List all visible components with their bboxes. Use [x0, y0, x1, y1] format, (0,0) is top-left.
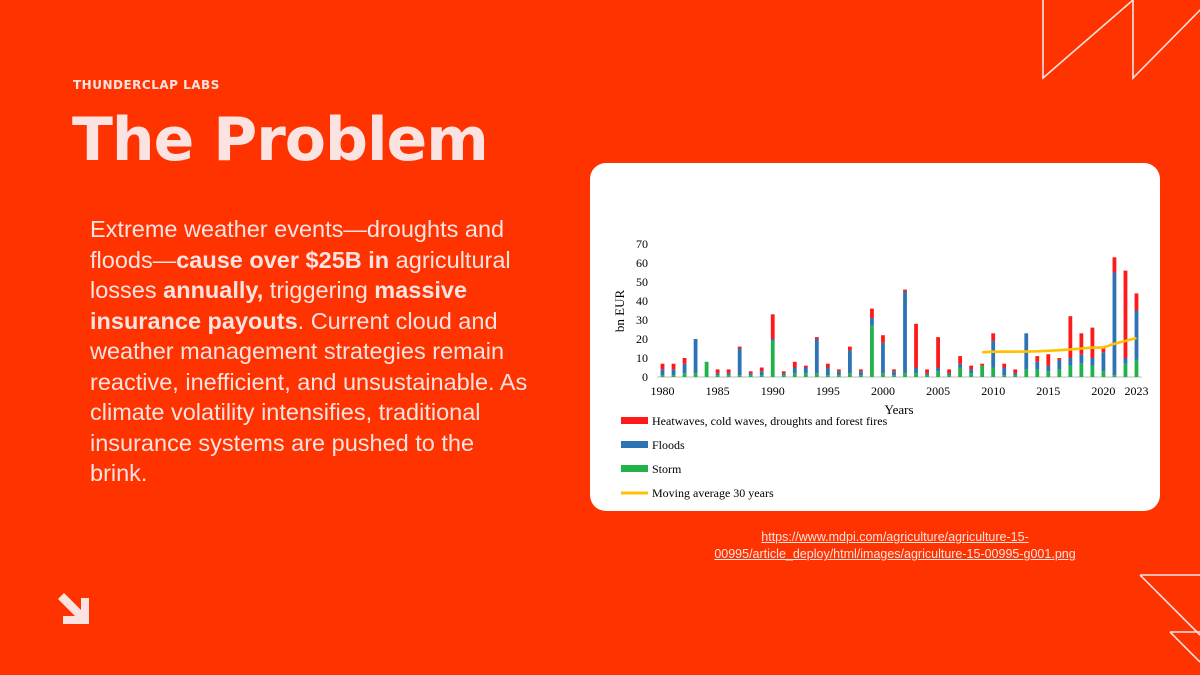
corner-lines-bottom-right — [1110, 565, 1200, 675]
y-tick-label: 20 — [636, 332, 648, 346]
bar-segment — [925, 375, 929, 377]
x-tick-label: 2023 — [1124, 384, 1149, 398]
bar-segment — [782, 371, 786, 373]
bar-segment — [859, 369, 863, 371]
bar-segment — [826, 375, 830, 377]
bar-segment — [1135, 360, 1139, 377]
bar-segment — [1057, 358, 1061, 360]
bar-segment — [881, 373, 885, 377]
bar-segment — [815, 339, 819, 373]
bar-segment — [1046, 371, 1050, 377]
bar-segment — [1046, 354, 1050, 365]
bar-segment — [903, 292, 907, 374]
x-axis-label: Years — [884, 402, 914, 417]
bar-segment — [903, 373, 907, 377]
bar-segment — [672, 364, 676, 370]
bar-segment — [903, 290, 907, 292]
bar-segment — [1090, 366, 1094, 377]
bar-segment — [1124, 364, 1128, 377]
bar-segment — [958, 356, 962, 364]
bar-segment — [727, 375, 731, 377]
bar-segment — [716, 369, 720, 373]
bar-segment — [837, 375, 841, 377]
bar-segment — [870, 309, 874, 319]
bar-segment — [661, 369, 665, 375]
statement-bold-3: massive insurance payouts — [90, 277, 468, 334]
bar-segment — [980, 364, 984, 366]
bar-segment — [1113, 273, 1117, 376]
bar-segment — [848, 373, 852, 377]
bar-segment — [1113, 257, 1117, 272]
bar-segment — [936, 337, 940, 367]
bar-segment — [892, 369, 896, 371]
bar-segment — [683, 373, 687, 377]
bar-segment — [1124, 358, 1128, 364]
bar-segment — [1135, 293, 1139, 310]
chart-card — [590, 163, 1160, 511]
bar-segment — [672, 375, 676, 377]
bar-segment — [793, 368, 797, 374]
losses-chart — [590, 163, 1160, 511]
bar-segment — [980, 366, 984, 377]
bar-segment — [1002, 375, 1006, 377]
bar-segment — [991, 368, 995, 378]
bar-segment — [804, 368, 808, 374]
bar-segment — [925, 373, 929, 375]
bar-segment — [1102, 352, 1106, 371]
arrow-down-right-icon — [58, 593, 90, 625]
bar-segment — [771, 339, 775, 341]
bar-segment — [1046, 366, 1050, 372]
bar-segment — [760, 371, 764, 375]
problem-statement — [90, 214, 530, 489]
x-tick-label: 2020 — [1091, 384, 1116, 398]
bar-segment — [892, 371, 896, 375]
bar-segment — [705, 362, 709, 377]
y-tick-label: 10 — [636, 351, 648, 365]
bar-segment — [1079, 333, 1083, 354]
bar-segment — [793, 362, 797, 368]
bar-segment — [1013, 369, 1017, 373]
bar-segment — [914, 368, 918, 374]
bar-segment — [969, 373, 973, 377]
bar-segment — [826, 368, 830, 376]
page-title: The Problem — [72, 105, 488, 175]
bar-segment — [760, 368, 764, 372]
bar-segment — [1002, 368, 1006, 376]
corner-lines-top-right — [1030, 0, 1200, 100]
bar-segment — [804, 366, 808, 368]
bar-segment — [793, 373, 797, 377]
bar-segment — [716, 373, 720, 375]
bar-segment — [914, 373, 918, 377]
y-tick-label: 30 — [636, 313, 648, 327]
bar-segment — [870, 326, 874, 377]
x-tick-label: 2015 — [1036, 384, 1061, 398]
bar-segment — [804, 373, 808, 377]
bar-segment — [738, 349, 742, 376]
bar-segment — [1024, 369, 1028, 377]
bar-segment — [958, 364, 962, 368]
x-tick-label: 1980 — [650, 384, 675, 398]
bar-segment — [1068, 316, 1072, 358]
bar-segment — [1035, 356, 1039, 362]
bar-segment — [826, 364, 830, 368]
statement-text-2: agricultural losses — [90, 246, 511, 303]
bar-segment — [1113, 375, 1117, 377]
bar-segment — [1135, 311, 1139, 360]
bar-segment — [969, 369, 973, 373]
bar-segment — [1068, 358, 1072, 366]
bar-segment — [859, 371, 863, 375]
bar-segment — [661, 364, 665, 370]
bar-segment — [1068, 366, 1072, 377]
y-tick-label: 60 — [636, 256, 648, 270]
x-tick-label: 2010 — [981, 384, 1006, 398]
bar-segment — [947, 369, 951, 373]
bar-segment — [892, 375, 896, 377]
legend-label: Floods — [652, 438, 685, 452]
bar-segment — [991, 341, 995, 368]
bar-segment — [1057, 369, 1061, 377]
y-tick-label: 70 — [636, 237, 648, 251]
legend-swatch — [621, 441, 648, 448]
bar-segment — [1090, 328, 1094, 358]
bar-segment — [881, 343, 885, 373]
bar-segment — [694, 339, 698, 373]
bar-segment — [1079, 354, 1083, 364]
source-link[interactable]: https://www.mdpi.com/agriculture/agriculture-15-00995/article_deploy/html/images/agriculture-15-00995-g001.png — [714, 530, 1076, 561]
y-tick-label: 50 — [636, 275, 648, 289]
bar-segment — [683, 364, 687, 374]
bar-segment — [815, 337, 819, 339]
bar-segment — [859, 375, 863, 377]
legend-swatch — [621, 465, 648, 472]
statement-bold-1: cause over $25B in — [176, 246, 390, 273]
bar-segment — [1013, 373, 1017, 375]
bar-segment — [749, 373, 753, 375]
bar-segment — [925, 369, 929, 373]
bar-segment — [870, 318, 874, 326]
bar-segment — [760, 375, 764, 377]
bar-segment — [1090, 358, 1094, 366]
bar-segment — [771, 341, 775, 377]
bar-segment — [1035, 362, 1039, 370]
bar-segment — [969, 366, 973, 370]
x-tick-label: 1995 — [815, 384, 840, 398]
bar-segment — [749, 371, 753, 373]
statement-text-3: triggering — [263, 277, 375, 303]
bar-segment — [782, 373, 786, 375]
bar-segment — [1124, 271, 1128, 358]
x-tick-label: 2005 — [926, 384, 951, 398]
statement-text-4: . Current cloud and weather management strategies remain reactive, inefficient, and unsustainable. As climate volatility intensifies, traditional insurance systems are pushed to the brink. — [90, 307, 528, 486]
bar-segment — [958, 368, 962, 378]
bar-segment — [738, 347, 742, 349]
bar-segment — [947, 375, 951, 377]
legend-label: Heatwaves, cold waves, droughts and forest fires — [652, 414, 888, 428]
bar-segment — [1079, 364, 1083, 377]
bar-segment — [914, 324, 918, 368]
bar-segment — [683, 358, 687, 364]
bar-segment — [936, 368, 940, 372]
bar-segment — [727, 373, 731, 375]
x-tick-label: 2000 — [870, 384, 895, 398]
bar-segment — [1035, 369, 1039, 377]
bar-segment — [848, 350, 852, 373]
statement-text-1: Extreme weather events—droughts and floods— — [90, 216, 505, 273]
statement-bold-2: annually, — [163, 277, 264, 303]
x-tick-label: 1990 — [760, 384, 785, 398]
bar-segment — [694, 373, 698, 377]
bar-segment — [782, 375, 786, 377]
bar-segment — [738, 375, 742, 377]
bar-segment — [661, 375, 665, 377]
y-tick-label: 40 — [636, 294, 648, 308]
bar-segment — [881, 335, 885, 343]
bar-segment — [1057, 360, 1061, 370]
brand-name: THUNDERCLAP LABS — [73, 78, 220, 92]
bar-segment — [991, 333, 995, 341]
legend-label: Moving average 30 years — [652, 486, 774, 500]
bar-segment — [672, 369, 676, 375]
bar-segment — [1013, 375, 1017, 377]
bar-segment — [936, 371, 940, 377]
bar-segment — [1102, 371, 1106, 377]
bar-segment — [815, 373, 819, 377]
bar-segment — [947, 373, 951, 375]
bar-segment — [848, 347, 852, 351]
x-tick-label: 1985 — [705, 384, 730, 398]
bar-segment — [837, 369, 841, 371]
bar-segment — [749, 375, 753, 377]
legend-label: Storm — [652, 462, 682, 476]
bar-segment — [716, 375, 720, 377]
bar-segment — [771, 314, 775, 339]
bar-segment — [727, 369, 731, 373]
y-tick-label: 0 — [642, 370, 648, 384]
legend-swatch — [621, 417, 648, 424]
y-axis-label: bn EUR — [612, 289, 627, 333]
bar-segment — [1102, 349, 1106, 353]
bar-segment — [837, 371, 841, 375]
bar-segment — [1002, 364, 1006, 368]
